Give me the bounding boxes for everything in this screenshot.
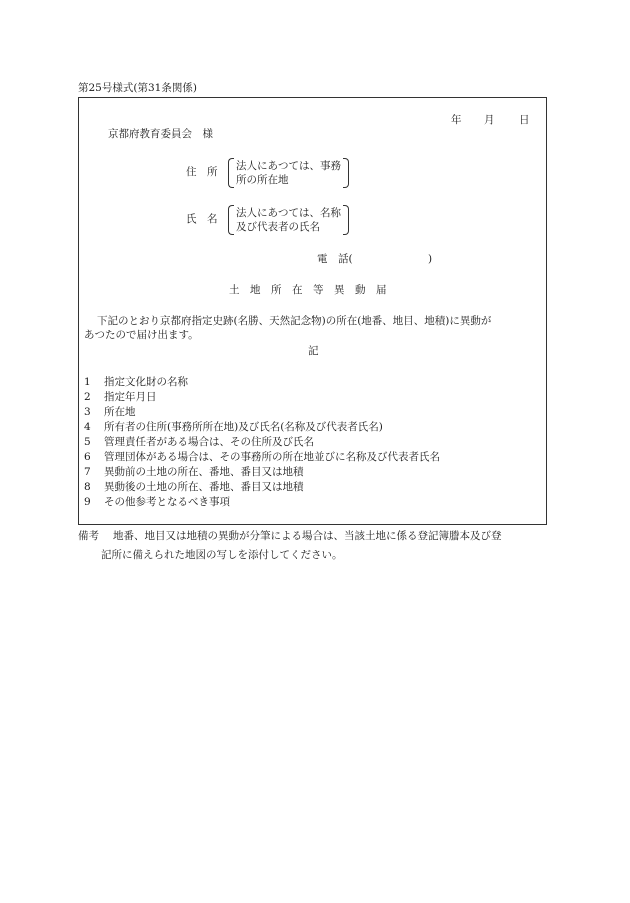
item-3-text: 所在地 bbox=[104, 406, 136, 418]
ki-heading: 記 bbox=[308, 345, 319, 357]
item-6-text: 管理団体がある場合は、その事務所の所在地並びに名称及び代表者氏名 bbox=[104, 451, 440, 463]
item-6-num: 6 bbox=[84, 451, 91, 463]
right-bracket bbox=[343, 205, 349, 235]
remarks-line1: 地番、地目又は地積の異動が分筆による場合は、当該土地に係る登記簿謄本及び登 bbox=[113, 530, 502, 542]
item-5-text: 管理責任者がある場合は、その住所及び氏名 bbox=[104, 436, 314, 448]
form-number: 第25号様式(第31条関係) bbox=[78, 82, 197, 94]
address-note-line2: 所の所在地 bbox=[236, 174, 289, 186]
item-1-num: 1 bbox=[84, 376, 91, 388]
date-year: 年 bbox=[451, 114, 462, 126]
remarks-line2: 記所に備えられた地図の写しを添付してください。 bbox=[101, 549, 343, 561]
remarks-label: 備考 bbox=[78, 530, 99, 542]
item-1-text: 指定文化財の名称 bbox=[104, 376, 188, 388]
name-note-line2: 及び代表者の氏名 bbox=[236, 221, 320, 233]
body-line1: 下記のとおり京都府指定史跡(名勝、天然記念物)の所在(地番、地目、地積)に異動が bbox=[97, 315, 492, 327]
item-5-num: 5 bbox=[84, 436, 91, 448]
item-9-text: その他参考となるべき事項 bbox=[104, 496, 230, 508]
item-7-text: 異動前の土地の所在、番地、番目又は地積 bbox=[104, 466, 304, 478]
item-8-num: 8 bbox=[84, 481, 91, 493]
document-title: 土 地 所 在 等 異 動 届 bbox=[229, 284, 387, 296]
address-note-text bbox=[234, 158, 343, 188]
name-label: 氏 名 bbox=[186, 213, 218, 225]
item-2-num: 2 bbox=[84, 391, 91, 403]
item-4-text: 所有者の住所(事務所所在地)及び氏名(名称及び代表者氏名) bbox=[104, 421, 383, 433]
name-note bbox=[228, 205, 349, 235]
body-line2: あつたので届け出ます。 bbox=[84, 329, 199, 341]
date-day: 日 bbox=[519, 114, 530, 126]
phone-close: ) bbox=[428, 253, 433, 265]
right-bracket bbox=[343, 158, 349, 188]
item-9-num: 9 bbox=[84, 496, 91, 508]
address-note bbox=[228, 158, 349, 188]
item-3-num: 3 bbox=[84, 406, 91, 418]
addressee: 京都府教育委員会 様 bbox=[108, 128, 213, 140]
item-2-text: 指定年月日 bbox=[104, 391, 157, 403]
item-7-num: 7 bbox=[84, 466, 91, 478]
name-note-text bbox=[234, 205, 343, 235]
address-label: 住 所 bbox=[186, 166, 218, 178]
address-note-line1: 法人にあつては、事務 bbox=[236, 160, 341, 172]
item-8-text: 異動後の土地の所在、番地、番目又は地積 bbox=[104, 481, 304, 493]
name-note-line1: 法人にあつては、名称 bbox=[236, 207, 341, 219]
item-4-num: 4 bbox=[84, 421, 91, 433]
phone-label: 電 話( bbox=[317, 253, 353, 265]
date-month: 月 bbox=[484, 114, 495, 126]
